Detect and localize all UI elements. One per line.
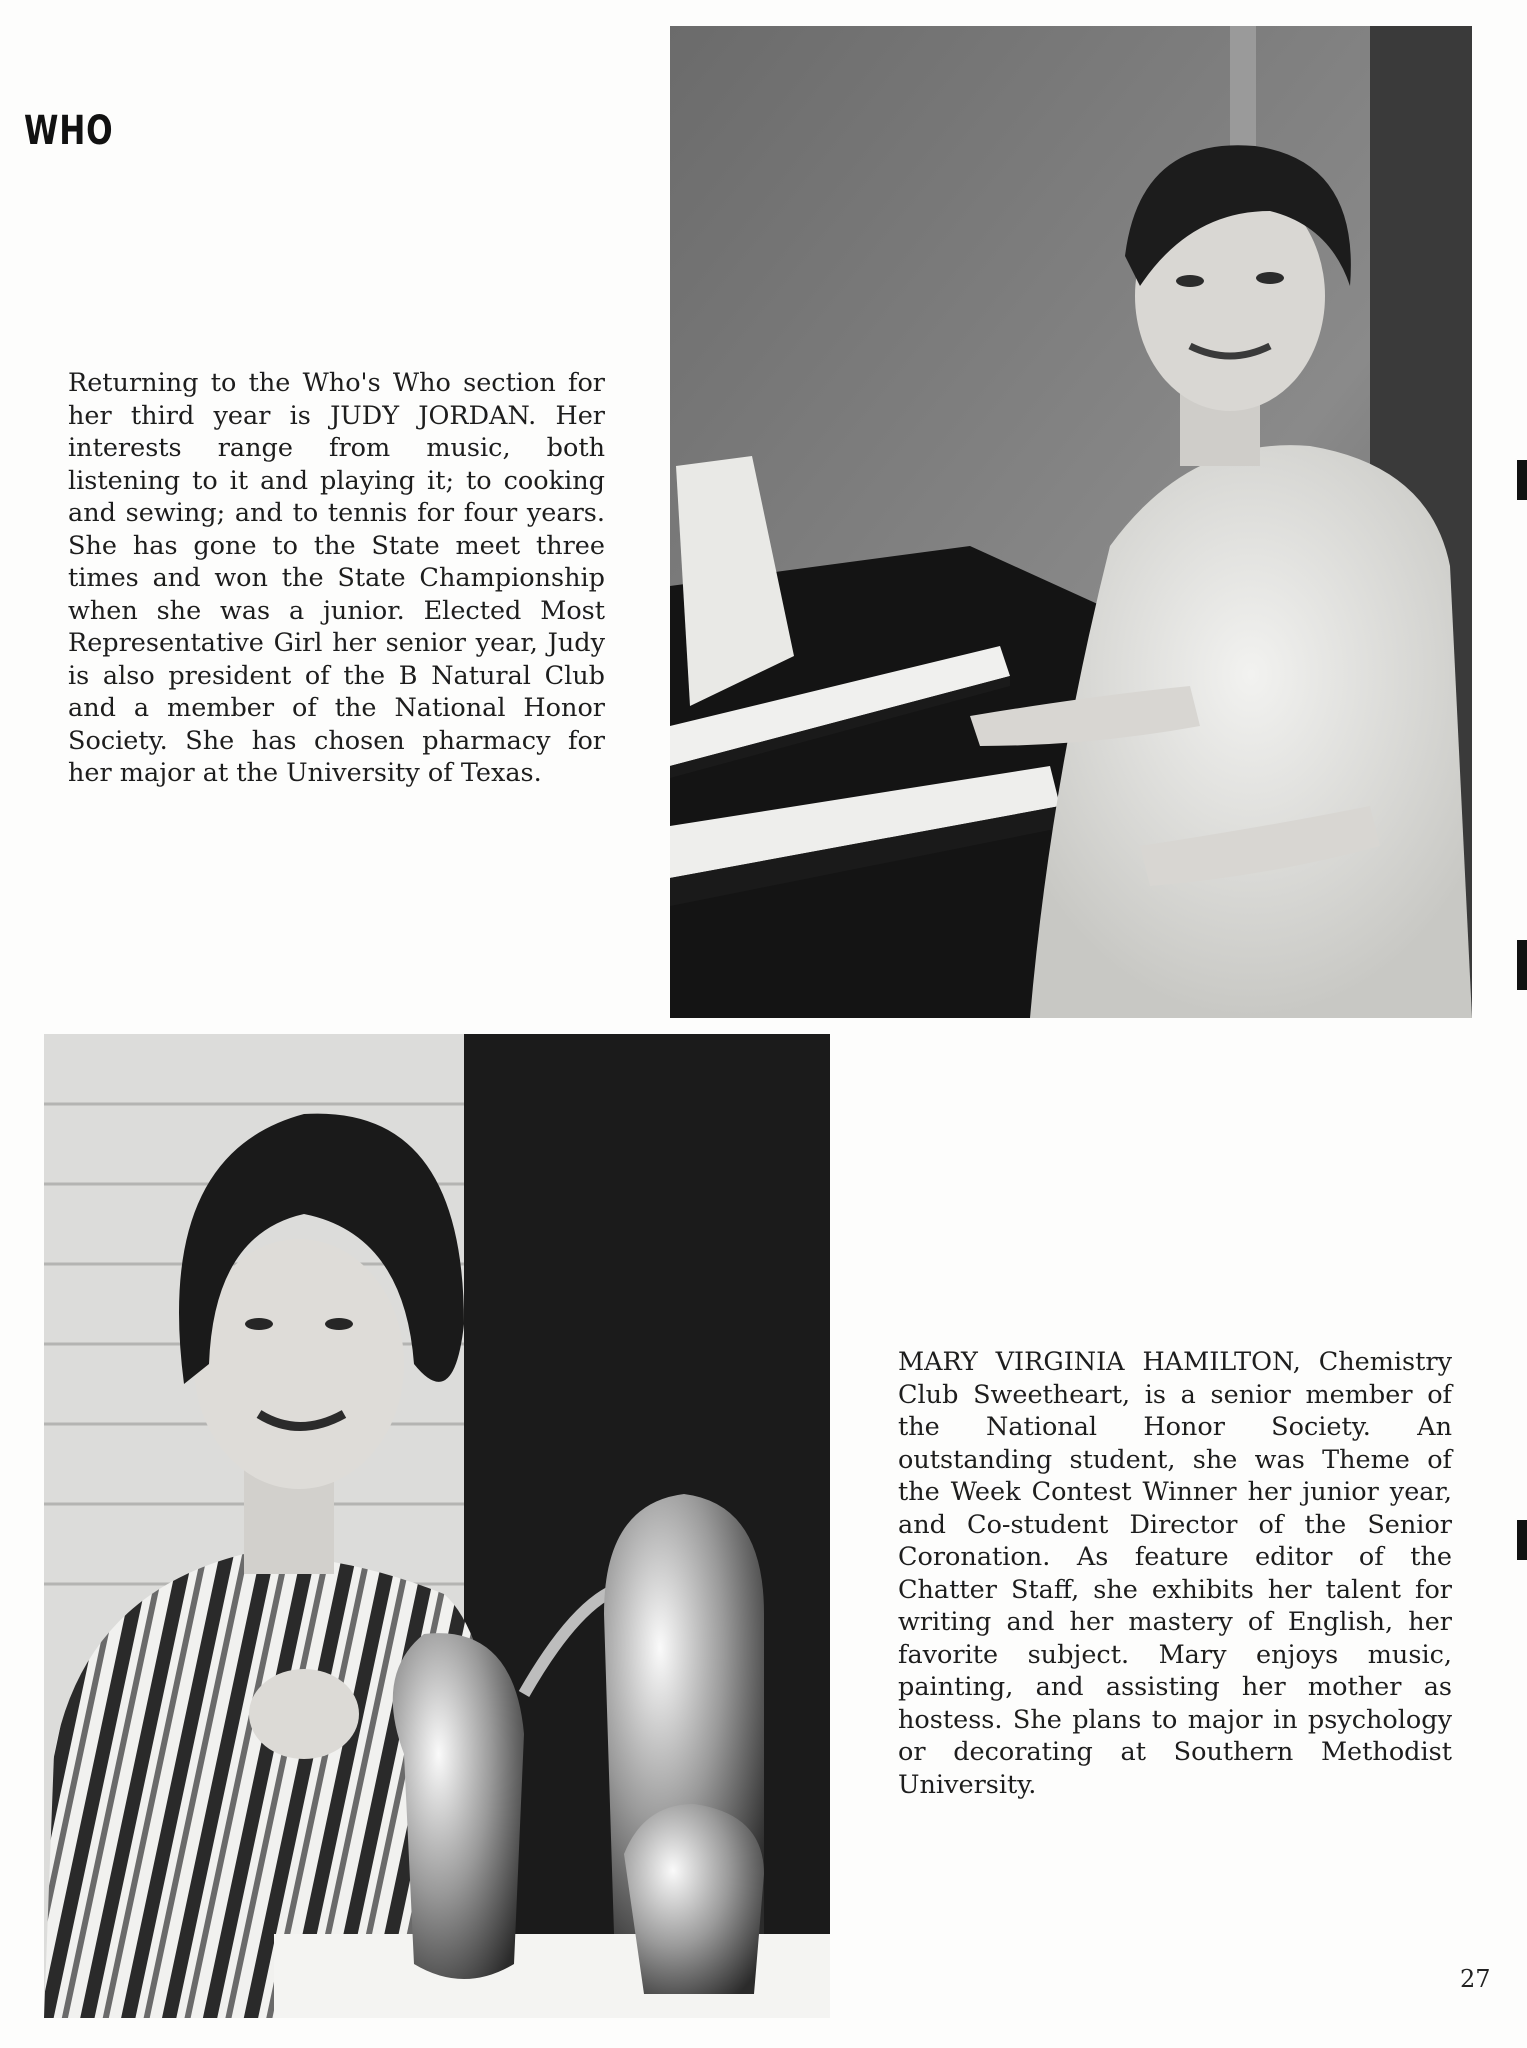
photo-girl-with-silver-tea-service-icon <box>44 1034 830 2018</box>
page-number: 27 <box>1460 1965 1491 1993</box>
photo-girl-at-organ-icon <box>670 26 1472 1018</box>
binding-edge-mark <box>1517 460 1527 500</box>
binding-edge-mark <box>1517 1520 1527 1560</box>
section-heading: WHO <box>24 108 114 154</box>
bio-mary-virginia-hamilton: MARY VIRGINIA HAMILTON, Chemistry Club Sweetheart, is a senior member of the National Honor Society. An outstanding student, she was Theme of the Week Contest Winner her junior year, and Co-student Director of the Senior Coronation. As feature editor of the Chatter Staff, she exhibits her talent for writing and her mastery of English, her favorite subject. Mary enjoys music, painting, and assisting her mother as hostess. She plans to major in psychology or decorating at Southern Methodist University. <box>898 1347 1452 1800</box>
bio-judy-jordan: Returning to the Who's Who section for her third year is JUDY JORDAN. Her interests range from music, both listening to it and playing it; to cooking and sewing; and to tennis for four years. She has gone to the State meet three times and won the State Championship when she was a junior. Elected Most Representative Girl her senior year, Judy is also president of the B Natural Club and a member of the National Honor Society. She has chosen pharmacy for her major at the University of Texas. <box>68 368 605 788</box>
binding-edge-mark <box>1517 940 1527 990</box>
